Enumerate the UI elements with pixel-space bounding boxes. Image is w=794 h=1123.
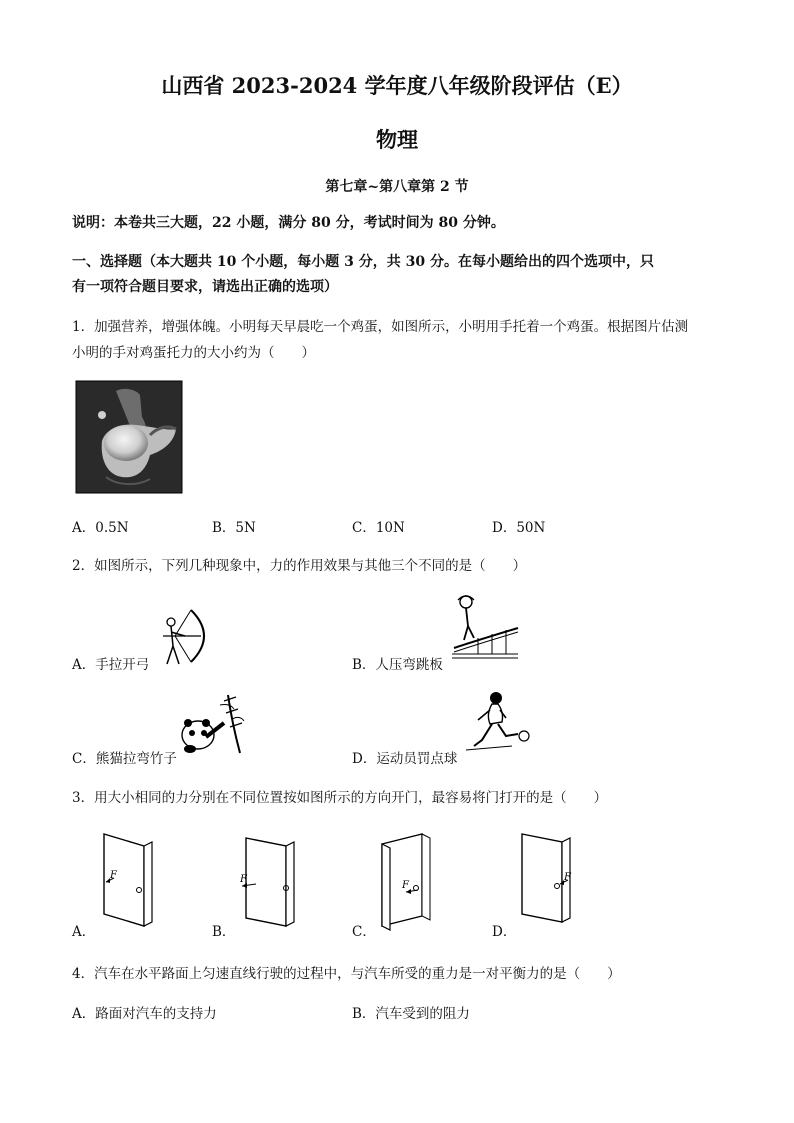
q2-option-a[interactable]: A．手拉开弓 [72,657,150,673]
q3-option-a[interactable]: A． [72,924,96,940]
q3-door-d-diagram [514,830,584,936]
q1-hand-egg-photo [76,381,182,493]
q3-option-c[interactable]: C． [352,924,376,940]
q3-door-b-diagram [238,830,308,930]
q4-option-b[interactable]: B．汽车受到的阻力 [352,1006,470,1022]
page-title: 山西省 2023-2024 学年度八年级阶段评估（E） [161,73,633,98]
q1-option-d[interactable]: D．50N [492,520,546,536]
subject-title: 物理 [376,127,418,152]
section1-heading-line1: 一、选择题（本大题共 10 个小题，每小题 3 分，共 30 分。在每小题给出的四个选项中，只 [72,254,654,270]
q2-panda-bamboo-illustration [180,693,244,757]
q3-option-b[interactable]: B． [212,924,236,940]
exam-instructions: 说明：本卷共三大题，22 小题，满分 80 分，考试时间为 80 分钟。 [72,215,505,231]
q1-option-c[interactable]: C．10N [352,520,405,536]
q2-option-b[interactable]: B．人压弯跳板 [352,657,443,673]
chapter-range: 第七章~第八章第 2 节 [325,179,469,195]
q1-option-b[interactable]: B．5N [212,520,256,536]
q3-door-d-force-label: F [564,872,571,883]
q1-stem-line1: 1．加强营养，增强体魄。小明每天早晨吃一个鸡蛋，如图所示，小明用手托着一个鸡蛋。根据图片估测 [72,319,689,335]
q3-door-c-force-label: F [402,880,409,891]
q3-door-a-diagram [96,830,166,930]
q2-diving-board-illustration [448,592,520,660]
q4-option-a[interactable]: A．路面对汽车的支持力 [72,1006,217,1022]
q3-door-a-force-label: F [110,870,117,881]
q3-door-c-diagram [372,830,442,930]
section1-heading-line2: 有一项符合题目要求，请选出正确的选项） [72,279,338,295]
q2-option-c[interactable]: C．熊猫拉弯竹子 [72,751,177,767]
q3-option-d[interactable]: D． [492,924,517,940]
q2-stem: 2．如图所示，下列几种现象中，力的作用效果与其他三个不同的是（ ） [72,558,527,574]
q3-door-b-force-label: F [240,874,247,885]
q2-penalty-kick-illustration [462,690,532,754]
q1-option-a[interactable]: A．0.5N [72,520,129,536]
q4-stem: 4．汽车在水平路面上匀速直线行驶的过程中，与汽车所受的重力是一对平衡力的是（ ） [72,966,621,982]
q2-archer-illustration [155,606,211,666]
q3-stem: 3．用大小相同的力分别在不同位置按如图所示的方向开门，最容易将门打开的是（ ） [72,790,608,806]
q1-stem-line2: 小明的手对鸡蛋托力的大小约为（ ） [72,345,315,361]
q2-option-d[interactable]: D．运动员罚点球 [352,751,458,767]
